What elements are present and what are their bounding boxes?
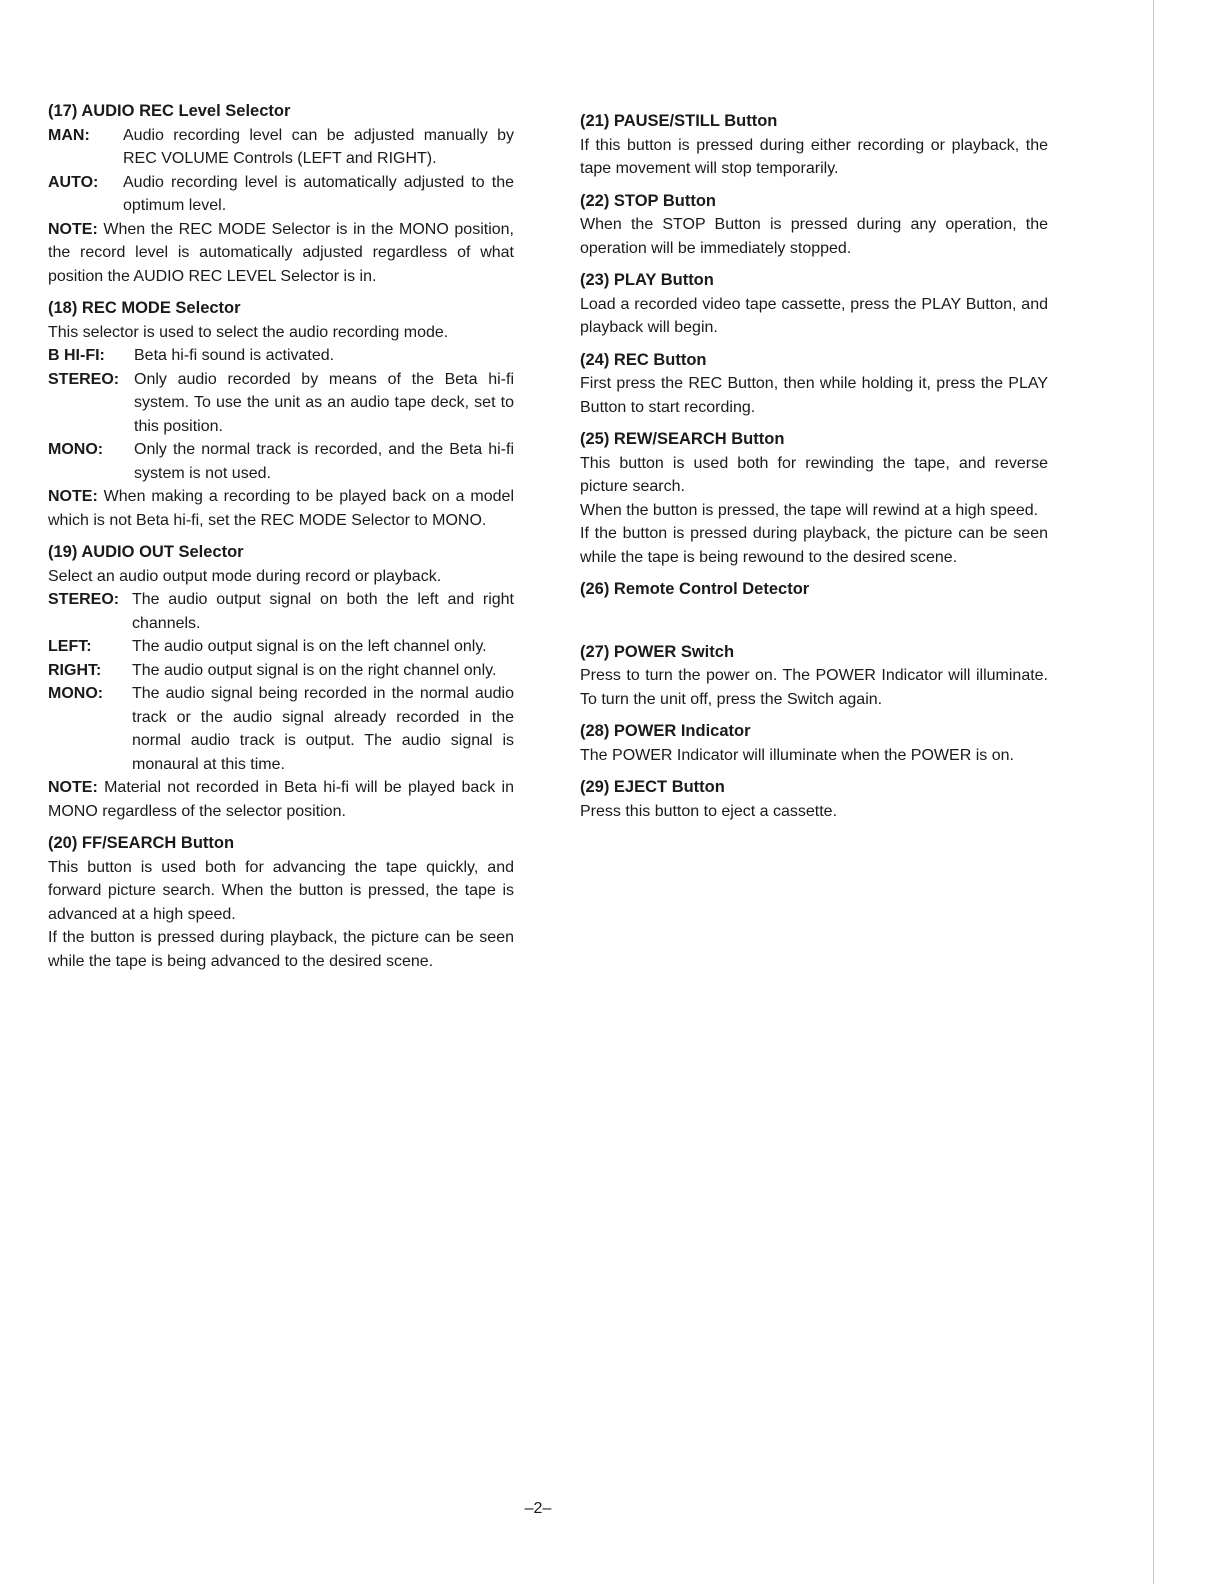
note-paragraph <box>48 218 514 289</box>
section-heading: (26) Remote Control Detector <box>580 580 810 598</box>
right-column <box>580 110 1048 832</box>
definition-term: RIGHT: <box>48 661 102 679</box>
section-heading: (24) REC Button <box>580 350 707 369</box>
definition-row <box>48 659 514 683</box>
definition-text: Only the normal track is recorded, and the Beta hi-fi system is not used. <box>134 441 514 482</box>
body-paragraph: Press this button to eject a cassette. <box>580 802 838 820</box>
section-28 <box>580 720 1048 767</box>
section-26 <box>580 578 1048 602</box>
note-paragraph <box>48 485 514 532</box>
section-24 <box>580 349 1048 420</box>
section-heading: (28) POWER Indicator <box>580 722 751 740</box>
definition-row <box>48 438 514 485</box>
body-paragraph: Press to turn the power on. The POWER Indicator will illuminate. To turn the unit off, press the Switch again. <box>580 667 1048 708</box>
definition-term: LEFT: <box>48 638 92 655</box>
section-21 <box>580 110 1048 181</box>
definition-text: The audio output signal is on the right channel only. <box>132 661 497 679</box>
definition-row <box>48 682 514 776</box>
section-25 <box>580 428 1048 569</box>
definition-row <box>48 124 514 171</box>
section-heading: (21) PAUSE/STILL Button <box>580 112 778 130</box>
definition-term: MONO: <box>48 441 104 458</box>
section-18 <box>48 297 514 532</box>
scan-edge-divider <box>1153 0 1154 1584</box>
note-label: NOTE: <box>48 779 98 796</box>
section-22 <box>580 190 1048 261</box>
section-intro: Select an audio output mode during record or playback. <box>48 567 442 585</box>
section-20 <box>48 832 514 973</box>
definition-term: MAN: <box>48 126 90 144</box>
section-heading: (22) STOP Button <box>580 191 716 210</box>
body-paragraph: If this button is pressed during either recording or playback, the tape movement will stop temporarily. <box>580 136 1048 177</box>
note-text: When making a recording to be played back on a model which is not Beta hi-fi, set the REC MODE Selector to MONO. <box>48 488 514 529</box>
left-column <box>48 100 514 982</box>
section-19 <box>48 541 514 823</box>
body-paragraph: This button is used both for rewinding the tape, and reverse picture search. <box>580 454 1048 495</box>
note-text: Material not recorded in Beta hi-fi will be played back in MONO regardless of the selector position. <box>48 779 514 820</box>
body-paragraph: First press the REC Button, then while holding it, press the PLAY Button to start recording. <box>580 375 1048 416</box>
body-paragraph: This button is used both for advancing the tape quickly, and forward picture search. When the button is pressed, the tape is advanced at a high speed. <box>48 858 514 923</box>
section-17 <box>48 100 514 288</box>
definition-text: Audio recording level can be adjusted manually by REC VOLUME Controls (LEFT and RIGHT). <box>123 126 514 167</box>
definition-term: AUTO: <box>48 173 99 191</box>
spacer <box>580 611 1048 641</box>
note-label: NOTE: <box>48 488 98 505</box>
definition-term: STEREO: <box>48 591 120 608</box>
note-label: NOTE: <box>48 220 98 238</box>
definition-text: The audio output signal is on the left channel only. <box>132 638 487 655</box>
definition-row <box>48 344 514 368</box>
section-27 <box>580 641 1048 712</box>
body-paragraph: Load a recorded video tape cassette, press the PLAY Button, and playback will begin. <box>580 295 1048 336</box>
section-heading: (19) AUDIO OUT Selector <box>48 543 244 561</box>
definition-row <box>48 635 514 659</box>
section-heading: (20) FF/SEARCH Button <box>48 834 235 852</box>
definition-row <box>48 171 514 218</box>
definition-row <box>48 588 514 635</box>
definition-text: Beta hi-fi sound is activated. <box>134 347 335 364</box>
definition-text: The audio signal being recorded in the normal audio track or the audio signal already recorded in the normal audio track is output. The audio signal is monaural at this time. <box>132 685 514 773</box>
page-number: –2– <box>524 1500 552 1517</box>
body-paragraph: When the button is pressed, the tape will rewind at a high speed. <box>580 501 1039 519</box>
body-paragraph: If the button is pressed during playback, the picture can be seen while the tape is being rewound to the desired scene. <box>580 525 1048 566</box>
section-29 <box>580 776 1048 823</box>
section-intro: This selector is used to select the audio recording mode. <box>48 323 449 341</box>
definition-text: Only audio recorded by means of the Beta hi-fi system. To use the unit as an audio tape deck, set to this position. <box>134 370 514 435</box>
section-heading: (23) PLAY Button <box>580 271 714 289</box>
section-heading: (25) REW/SEARCH Button <box>580 430 785 448</box>
section-heading: (18) REC MODE Selector <box>48 299 241 317</box>
note-paragraph <box>48 776 514 823</box>
definition-text: Audio recording level is automatically adjusted to the optimum level. <box>123 173 514 214</box>
body-paragraph: When the STOP Button is pressed during any operation, the operation will be immediately stopped. <box>580 216 1048 257</box>
note-text: When the REC MODE Selector is in the MONO position, the record level is automatically adjusted regardless of what position the AUDIO REC LEVEL Selector is in. <box>48 220 514 285</box>
section-23 <box>580 269 1048 340</box>
section-heading: (17) AUDIO REC Level Selector <box>48 102 291 120</box>
definition-term: MONO: <box>48 685 104 702</box>
body-paragraph: If the button is pressed during playback, the picture can be seen while the tape is being advanced to the desired scene. <box>48 929 514 970</box>
definition-term: STEREO: <box>48 370 120 388</box>
definition-text: The audio output signal on both the left and right channels. <box>132 591 514 632</box>
section-heading: (29) EJECT Button <box>580 778 725 796</box>
section-heading: (27) POWER Switch <box>580 642 735 661</box>
body-paragraph: The POWER Indicator will illuminate when the POWER is on. <box>580 746 1014 764</box>
definition-term: B HI-FI: <box>48 347 105 364</box>
definition-row <box>48 368 514 439</box>
